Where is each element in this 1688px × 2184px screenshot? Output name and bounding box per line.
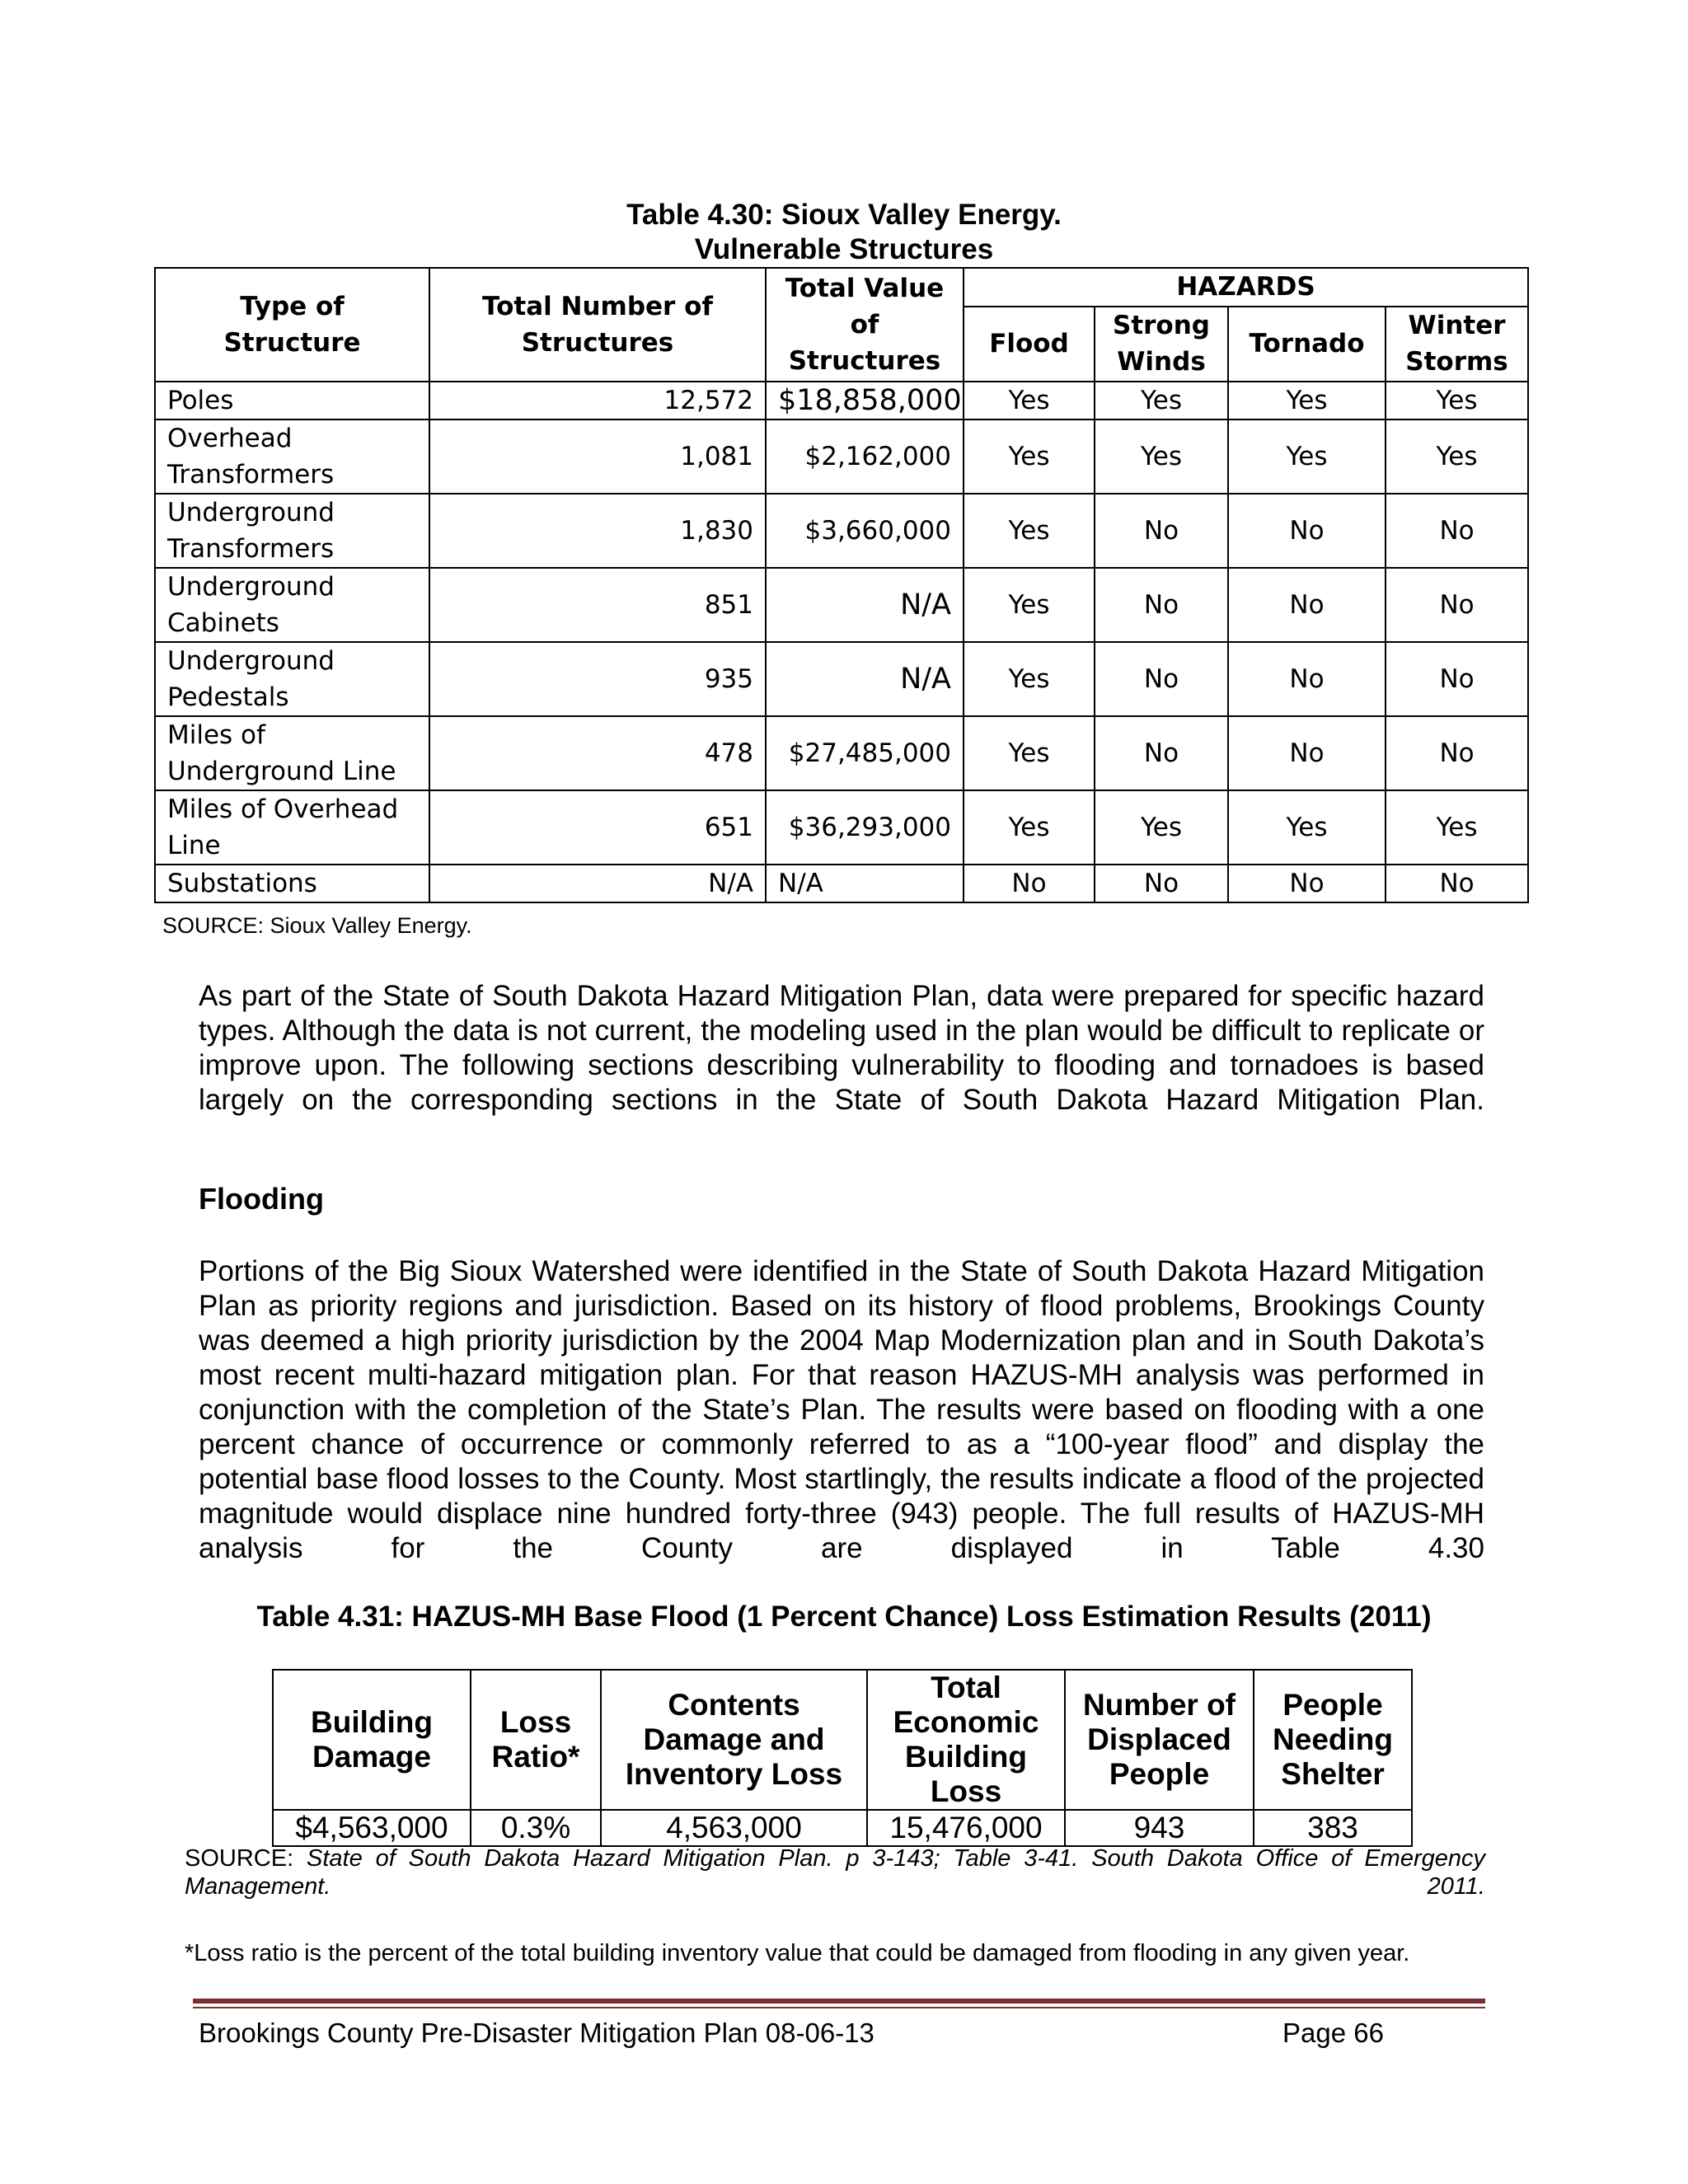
source-label: SOURCE: — [185, 1845, 307, 1872]
header-flood: Flood — [964, 307, 1095, 382]
table-row — [155, 494, 1528, 568]
cell-winds: Yes — [1095, 790, 1228, 865]
header-loss-ratio: Loss Ratio* — [471, 1670, 601, 1810]
cell-displaced-people: 943 — [1065, 1810, 1254, 1846]
cell-value: $3,660,000 — [766, 494, 964, 568]
header-contents-damage: Contents Damage and Inventory Loss — [601, 1670, 867, 1810]
cell-value: N/A — [766, 865, 964, 902]
cell-number: 12,572 — [429, 382, 766, 419]
header-hazards: HAZARDS — [964, 268, 1528, 307]
header-tornado: Tornado — [1228, 307, 1386, 382]
table-4-30-title-line2: Vulnerable Structures — [694, 233, 994, 265]
cell-flood: Yes — [964, 790, 1095, 865]
table-row — [155, 790, 1528, 865]
table-row — [155, 865, 1528, 902]
cell-value: $36,293,000 — [766, 790, 964, 865]
cell-winter: No — [1386, 865, 1528, 902]
cell-winds: No — [1095, 568, 1228, 642]
cell-flood: Yes — [964, 419, 1095, 494]
cell-winter: No — [1386, 494, 1528, 568]
table-4-30-title-line1: Table 4.30: Sioux Valley Energy. — [626, 199, 1062, 231]
loss-estimation-table — [272, 1669, 1413, 1847]
cell-value: $27,485,000 — [766, 716, 964, 790]
footer-page-number: Page 66 — [1282, 2018, 1384, 2048]
cell-total-economic-loss: 15,476,000 — [867, 1810, 1065, 1846]
cell-flood: Yes — [964, 494, 1095, 568]
cell-tornado: No — [1228, 494, 1386, 568]
cell-number: 1,081 — [429, 419, 766, 494]
cell-winter: No — [1386, 642, 1528, 716]
table-4-30-source: SOURCE: Sioux Valley Energy. — [162, 913, 472, 938]
header-total-number: Total Number of Structures — [429, 268, 766, 382]
cell-number: N/A — [429, 865, 766, 902]
footer-rule — [193, 1999, 1485, 2004]
table-row — [155, 642, 1528, 716]
header-type-of-structure: Type of Structure — [155, 268, 429, 382]
vulnerable-structures-table — [154, 267, 1529, 903]
cell-flood: Yes — [964, 382, 1095, 419]
cell-type: Overhead Transformers — [155, 419, 429, 494]
header-building-damage: Building Damage — [273, 1670, 471, 1810]
table-row — [155, 382, 1528, 419]
cell-number: 851 — [429, 568, 766, 642]
header-total-economic-loss: Total Economic Building Loss — [867, 1670, 1065, 1810]
cell-flood: Yes — [964, 642, 1095, 716]
cell-number: 1,830 — [429, 494, 766, 568]
cell-winds: Yes — [1095, 419, 1228, 494]
table-4-31-source — [185, 1844, 1485, 1929]
table-4-31-title: Table 4.31: HAZUS-MH Base Flood (1 Percent Chance) Loss Estimation Results (2011) — [256, 1601, 1432, 1633]
header-total-value: Total Value of Structures — [766, 268, 964, 382]
table-row — [155, 716, 1528, 790]
header-people-needing-shelter: People Needing Shelter — [1254, 1670, 1412, 1810]
cell-flood: No — [964, 865, 1095, 902]
cell-number: 478 — [429, 716, 766, 790]
cell-tornado: Yes — [1228, 419, 1386, 494]
cell-type: Underground Transformers — [155, 494, 429, 568]
header-strong-winds: Strong Winds — [1095, 307, 1228, 382]
cell-value: $18,858,000 — [766, 382, 964, 419]
intro-paragraph: As part of the State of South Dakota Hazard Mitigation Plan, data were prepared for specific hazard types. Although the data is not current, the modeling used in the plan would be difficult to replicate or improve upon. The following sections describing vulnerability to flooding and tornadoes is based largely on the corresponding sections in the State of South Dakota Hazard Mitigation Plan. — [199, 980, 1484, 1116]
cell-value: N/A — [766, 568, 964, 642]
cell-type: Miles of Underground Line — [155, 716, 429, 790]
cell-loss-ratio: 0.3% — [471, 1810, 601, 1846]
table-row — [273, 1810, 1412, 1846]
source-citation: State of South Dakota Hazard Mitigation Plan. p 3-143; Table 3-41. South Dakota Office of Emergency Management. 2011. — [185, 1845, 1486, 1900]
cell-number: 651 — [429, 790, 766, 865]
table-header-row — [273, 1670, 1412, 1810]
cell-type: Underground Cabinets — [155, 568, 429, 642]
cell-winter: No — [1386, 568, 1528, 642]
cell-type: Miles of Overhead Line — [155, 790, 429, 865]
table-row — [155, 419, 1528, 494]
footer-rule-thin — [193, 2007, 1485, 2008]
cell-tornado: Yes — [1228, 790, 1386, 865]
flooding-heading: Flooding — [199, 1182, 324, 1216]
cell-value: $2,162,000 — [766, 419, 964, 494]
cell-winter: Yes — [1386, 382, 1528, 419]
cell-type: Substations — [155, 865, 429, 902]
cell-type: Underground Pedestals — [155, 642, 429, 716]
cell-winds: Yes — [1095, 382, 1228, 419]
cell-winds: No — [1095, 642, 1228, 716]
cell-people-needing-shelter: 383 — [1254, 1810, 1412, 1846]
flooding-paragraph: Portions of the Big Sioux Watershed were identified in the State of South Dakota Hazard Mitigation Plan as priority regions and jurisdiction. Based on its history of flood problems, Brookings County was deemed a high priority jurisdiction by the 2004 Map Modernization plan and in South Dakota’s most recent multi-hazard mitigation plan. For that reason HAZUS-MH analysis was performed in conjunction with the completion of the State’s Plan. The results were based on flooding with a one percent chance of occurrence or commonly referred to as a “100-year flood” and display the potential base flood losses to the County. Most startlingly, the results indicate a flood of the projected magnitude would displace nine hundred forty-three (943) people. The full results of HAZUS-MH analysis for the County are displayed in Table 4.30 — [199, 1255, 1484, 1564]
footer-document-title: Brookings County Pre-Disaster Mitigation Plan 08-06-13 — [199, 2018, 874, 2048]
loss-ratio-footnote: *Loss ratio is the percent of the total building inventory value that could be damaged from flooding in any given year. — [185, 1940, 1410, 1966]
cell-winter: Yes — [1386, 419, 1528, 494]
cell-flood: Yes — [964, 716, 1095, 790]
cell-contents-damage: 4,563,000 — [601, 1810, 867, 1846]
cell-number: 935 — [429, 642, 766, 716]
cell-value: N/A — [766, 642, 964, 716]
cell-flood: Yes — [964, 568, 1095, 642]
cell-type: Poles — [155, 382, 429, 419]
cell-tornado: No — [1228, 568, 1386, 642]
cell-tornado: No — [1228, 865, 1386, 902]
cell-tornado: Yes — [1228, 382, 1386, 419]
cell-tornado: No — [1228, 716, 1386, 790]
table-row — [155, 568, 1528, 642]
cell-building-damage: $4,563,000 — [273, 1810, 471, 1846]
table-header-row — [155, 268, 1528, 307]
cell-winds: No — [1095, 865, 1228, 902]
cell-tornado: No — [1228, 642, 1386, 716]
header-winter-storms: Winter Storms — [1386, 307, 1528, 382]
cell-winter: No — [1386, 716, 1528, 790]
table-4-30-title — [0, 198, 1688, 267]
cell-winds: No — [1095, 716, 1228, 790]
cell-winds: No — [1095, 494, 1228, 568]
cell-winter: Yes — [1386, 790, 1528, 865]
header-displaced-people: Number of Displaced People — [1065, 1670, 1254, 1810]
